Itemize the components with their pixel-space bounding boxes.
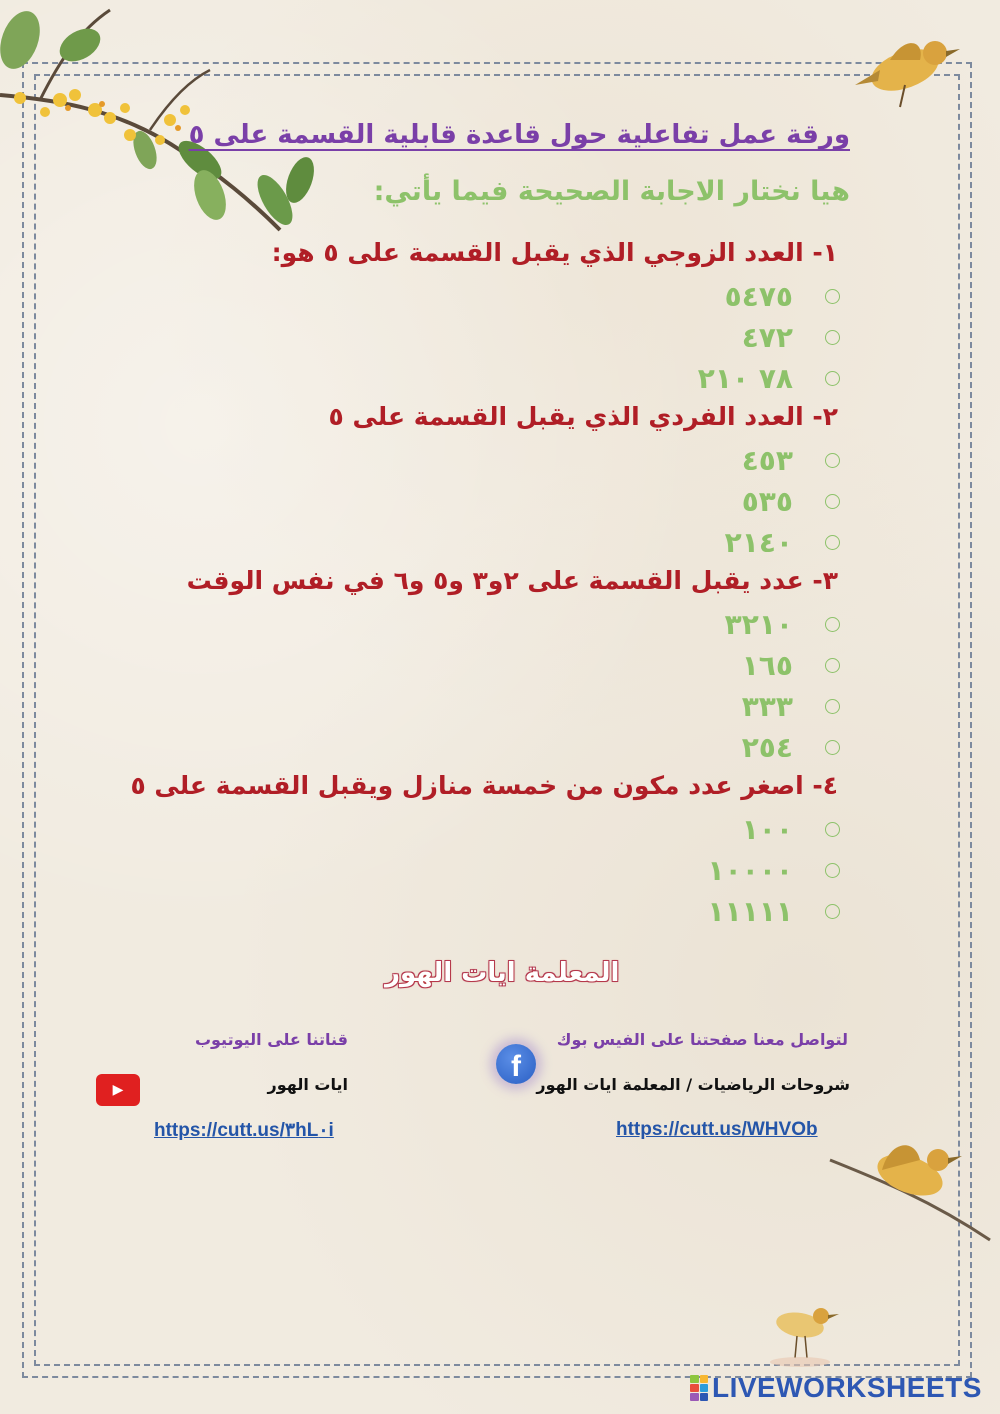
bird-top-right	[850, 15, 970, 115]
facebook-icon[interactable]	[496, 1044, 536, 1084]
worksheet-subtitle: هيا نختار الاجابة الصحيحة فيما يأتي:	[373, 176, 850, 207]
liveworksheets-logo-icon	[690, 1375, 708, 1401]
question-2: ٢- العدد الفردي الذي يقبل القسمة على ٥	[328, 402, 838, 431]
question-4-option-3[interactable]	[620, 891, 840, 931]
option-label: ٤٥٣	[741, 443, 793, 477]
option-label: ١١١١١	[707, 894, 793, 928]
radio-circle-icon[interactable]	[825, 535, 840, 550]
youtube-heading: قناتنا على اليوتيوب	[194, 1030, 348, 1049]
radio-circle-icon[interactable]	[825, 453, 840, 468]
worksheet-title: ورقة عمل تفاعلية حول قاعدة قابلية القسمة على ٥	[188, 120, 850, 150]
facebook-page-name: شروحات الرياضيات / المعلمة ايات الهور	[536, 1075, 850, 1094]
brand-name: LIVEWORKSHEETS	[712, 1372, 982, 1403]
facebook-icon-glyph: f	[511, 1050, 521, 1083]
option-label: ١٠٠٠٠	[707, 853, 793, 887]
question-1: ١- العدد الزوجي الذي يقبل القسمة على ٥ هو:	[271, 238, 838, 267]
bird-branch-bottom-right	[820, 1130, 1000, 1250]
question-2-option-2[interactable]	[620, 481, 840, 521]
radio-circle-icon[interactable]	[825, 371, 840, 386]
question-3-option-4[interactable]	[620, 727, 840, 767]
option-label: ١٠٠	[741, 812, 793, 846]
option-label: ٥٤٧٥	[724, 279, 793, 313]
youtube-link[interactable]: https://cutt.us/٣hL٠i	[154, 1120, 334, 1141]
question-1-option-2[interactable]	[620, 317, 840, 357]
question-3-option-2[interactable]	[620, 645, 840, 685]
radio-circle-icon[interactable]	[825, 330, 840, 345]
facebook-heading: لتواصل معنا صفحتنا على الفيس بوك	[556, 1030, 848, 1049]
teacher-name: المعلمة ايات الهور	[385, 958, 620, 988]
facebook-link[interactable]: https://cutt.us/WHVOb	[616, 1119, 818, 1140]
question-3-option-1[interactable]	[620, 604, 840, 644]
question-2-option-1[interactable]	[620, 440, 840, 480]
option-label: ٢٥٤	[741, 730, 793, 764]
radio-circle-icon[interactable]	[825, 658, 840, 673]
radio-circle-icon[interactable]	[825, 289, 840, 304]
question-2-option-3[interactable]	[620, 522, 840, 562]
question-4-option-1[interactable]	[620, 809, 840, 849]
option-label: ٢١٤٠	[724, 525, 793, 559]
radio-circle-icon[interactable]	[825, 494, 840, 509]
question-4: ٤- اصغر عدد مكون من خمسة منازل ويقبل القسمة على ٥	[130, 771, 838, 800]
radio-circle-icon[interactable]	[825, 863, 840, 878]
radio-circle-icon[interactable]	[825, 699, 840, 714]
question-4-option-2[interactable]	[620, 850, 840, 890]
option-label: ٤٧٢	[741, 320, 793, 354]
radio-circle-icon[interactable]	[825, 822, 840, 837]
option-label: ٧٨ ٢١٠	[697, 361, 793, 395]
radio-circle-icon[interactable]	[825, 904, 840, 919]
radio-circle-icon[interactable]	[825, 740, 840, 755]
liveworksheets-brand[interactable]	[690, 1372, 982, 1404]
option-label: ٣٣٣	[741, 689, 793, 723]
bird-bottom-small	[755, 1290, 845, 1370]
question-1-option-3[interactable]	[620, 358, 840, 398]
play-icon: ▶	[112, 1082, 124, 1098]
question-1-option-1[interactable]	[620, 276, 840, 316]
option-label: ٥٣٥	[741, 484, 793, 518]
question-3-option-3[interactable]	[620, 686, 840, 726]
youtube-icon[interactable]	[96, 1074, 140, 1106]
question-3: ٣- عدد يقبل القسمة على ٢و٣ و٥ و٦ في نفس الوقت	[186, 566, 838, 595]
radio-circle-icon[interactable]	[825, 617, 840, 632]
option-label: ٣٢١٠	[724, 607, 793, 641]
option-label: ١٦٥	[741, 648, 793, 682]
youtube-channel-name: ايات الهور	[267, 1075, 348, 1094]
